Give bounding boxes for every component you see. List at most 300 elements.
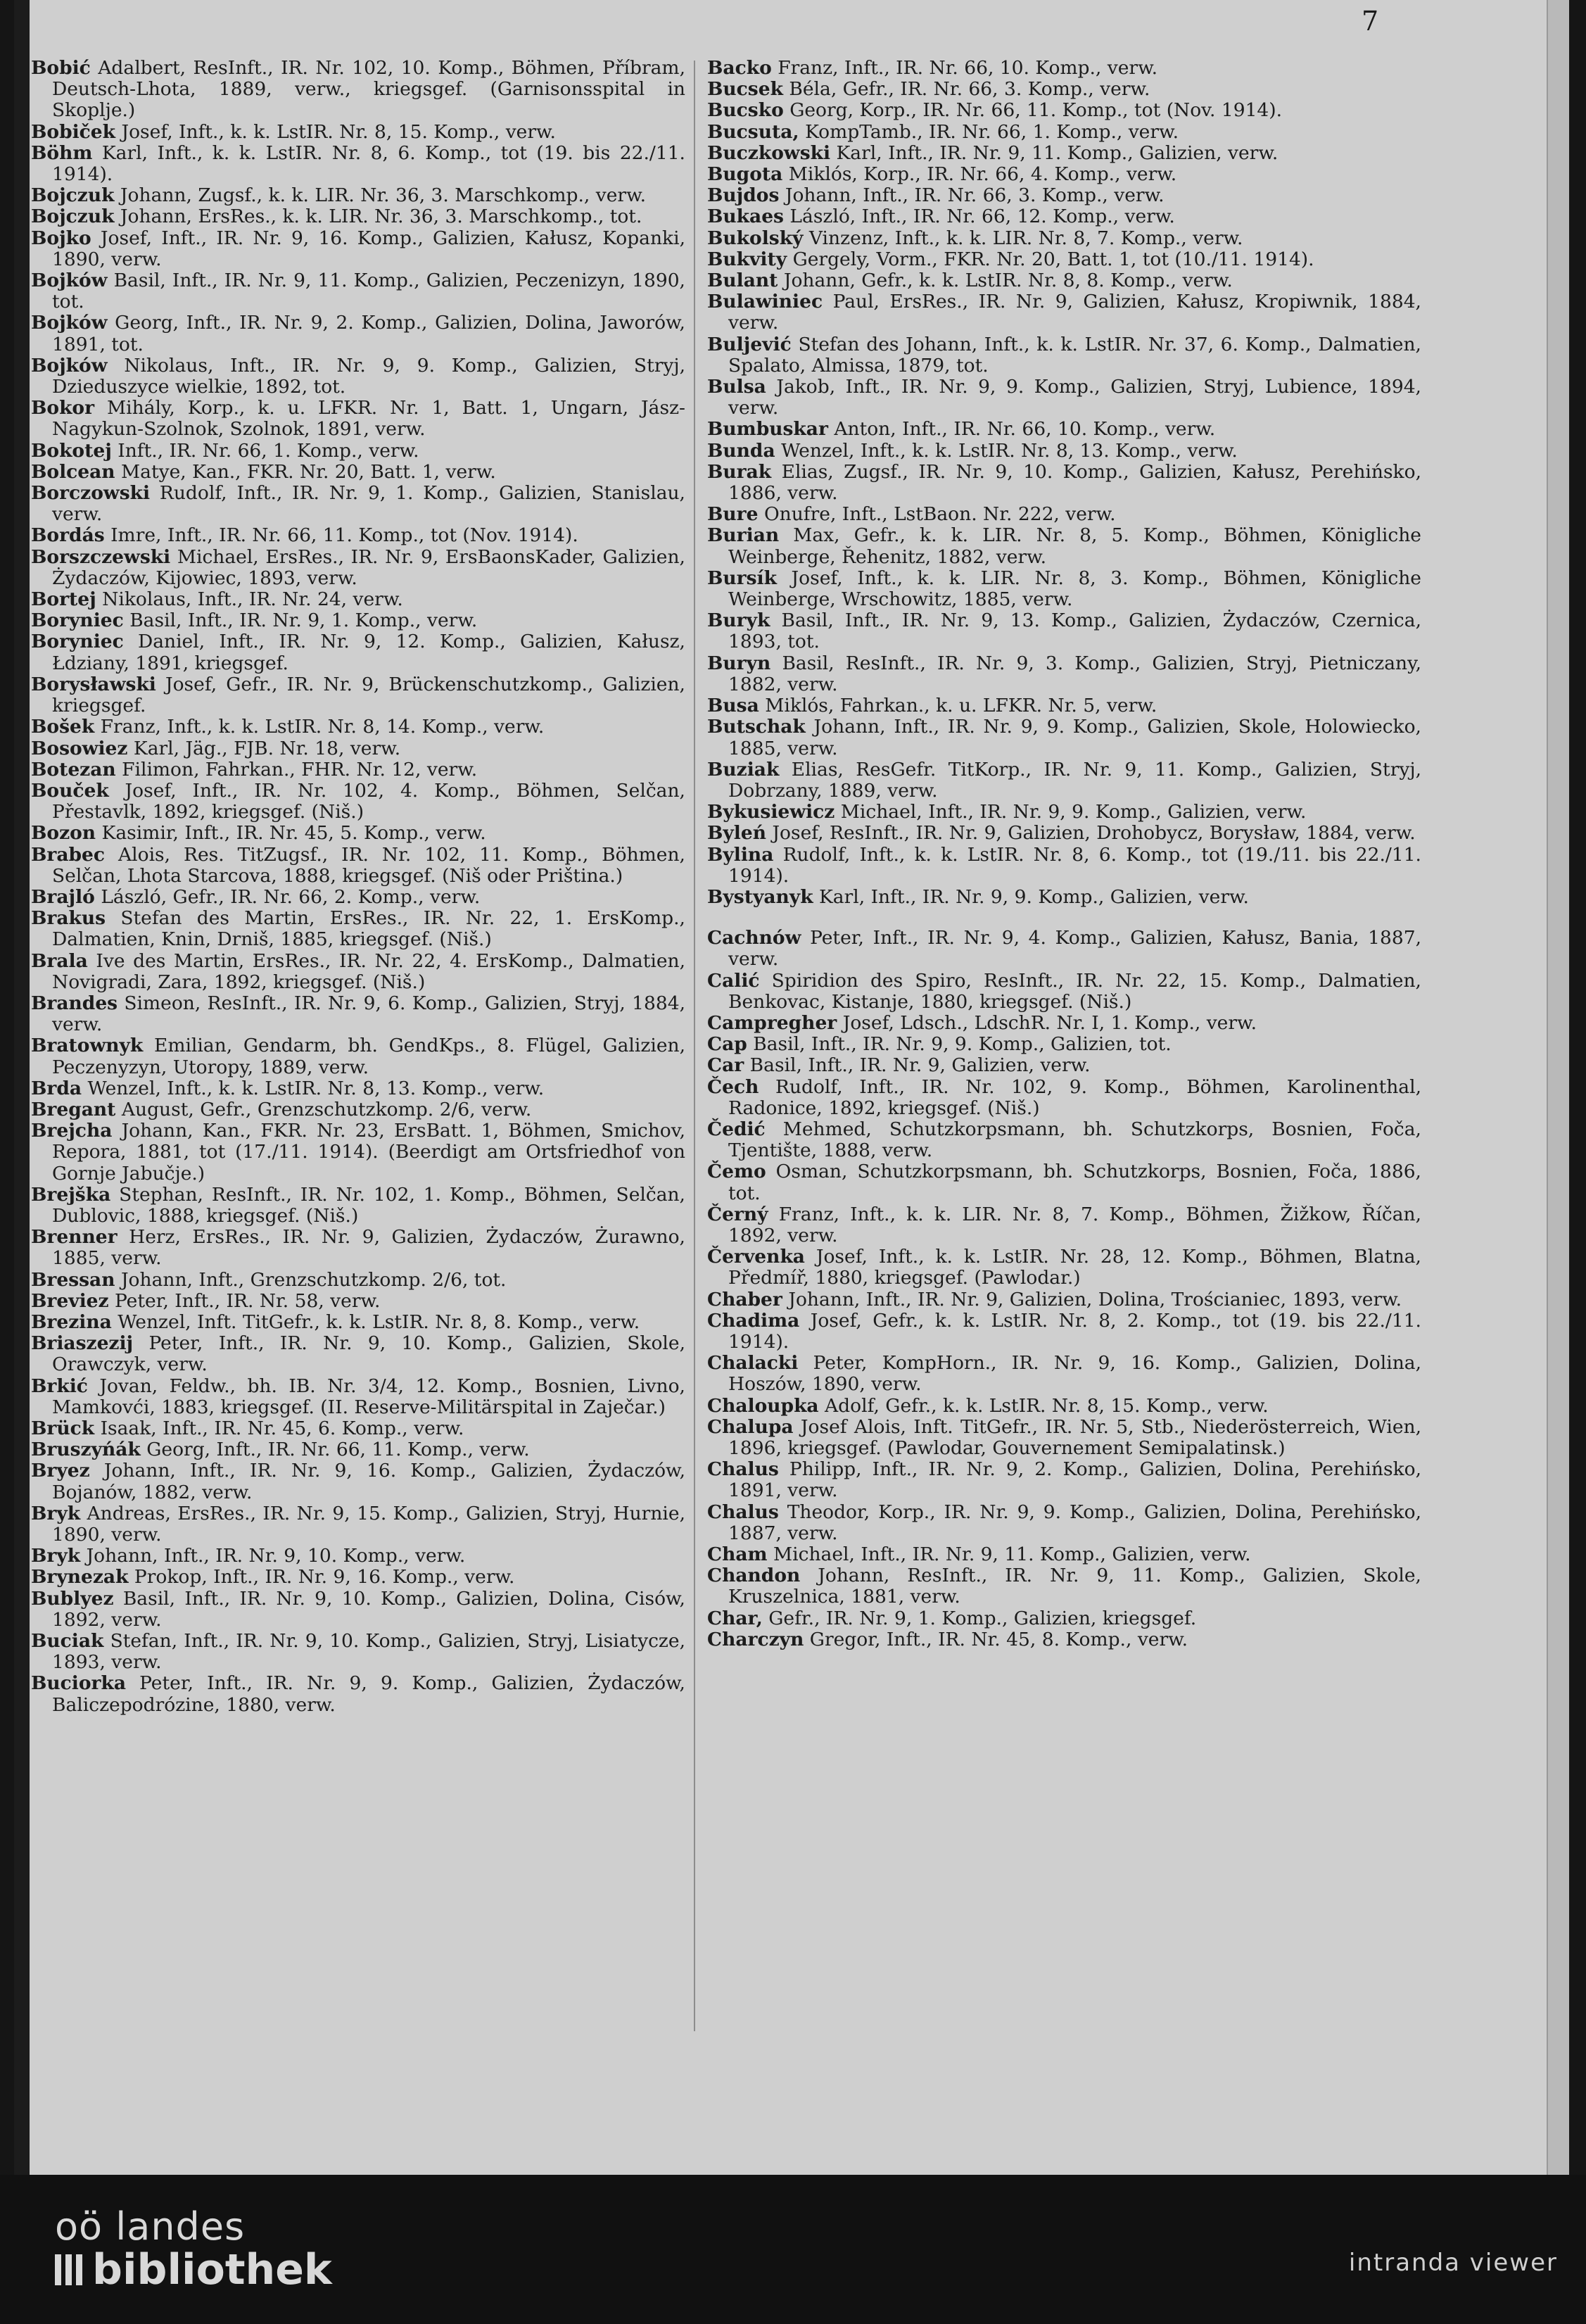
entry-surname: Chalacki: [707, 1352, 799, 1375]
list-entry: [707, 1077, 1421, 1119]
entry-details: Wenzel, Inft., k. k. LstIR. Nr. 8, 13. Komp., verw.: [781, 439, 1238, 462]
entry-surname: Buziak: [707, 758, 780, 781]
entry-details: Wenzel, Inft., k. k. LstIR. Nr. 8, 13. Komp., verw.: [87, 1077, 545, 1099]
entry-surname: Buciorka: [31, 1672, 127, 1695]
logo-line2: bibliothek: [92, 2245, 332, 2294]
entry-details: Karl, Jäg., FJB. Nr. 18, verw.: [133, 737, 401, 759]
entry-details: Nikolaus, Inft., IR. Nr. 24, verw.: [102, 588, 403, 611]
list-entry: [707, 1246, 1421, 1289]
entry-surname: Brejcha: [31, 1120, 113, 1142]
list-entry: [707, 1544, 1421, 1565]
entry-details: Basil, Inft., IR. Nr. 9, 13. Komp., Galizien, Żydaczów, Czernica, 1893, tot.: [728, 610, 1421, 653]
page-number: 7: [1362, 6, 1379, 37]
list-entry: [707, 653, 1421, 695]
entry-surname: Charczyn: [707, 1628, 804, 1650]
entry-surname: Bošek: [31, 716, 95, 738]
entry-details: Michael, Inft., IR. Nr. 9, 11. Komp., Galizien, verw.: [773, 1543, 1251, 1566]
list-entry: [31, 270, 685, 312]
list-entry: [31, 908, 685, 950]
entry-surname: Buryk: [707, 610, 770, 632]
entry-details: Franz, Inft., IR. Nr. 66, 10. Komp., verw.: [778, 57, 1158, 79]
list-entry: [707, 971, 1421, 1013]
list-entry: [707, 185, 1421, 206]
list-entry: [31, 483, 685, 525]
entry-details: KompTamb., IR. Nr. 66, 1. Komp., verw.: [805, 120, 1179, 143]
entry-details: Prokop, Inft., IR. Nr. 9, 16. Komp., verw.: [134, 1566, 515, 1589]
entry-details: Josef, Inft., k. k. LIR. Nr. 8, 3. Komp., Böhmen, Königliche Weinberge, Wrschowitz, 1885, verw.: [728, 567, 1421, 611]
list-entry: [31, 674, 685, 716]
entry-details: Mihály, Korp., k. u. LFKR. Nr. 1, Batt. 1, Ungarn, Jász-Nagykun-Szolnok, Szolnok, 1891, verw.: [52, 397, 685, 441]
list-entry: [31, 462, 685, 483]
list-entry: [707, 887, 1421, 908]
list-entry: [707, 1459, 1421, 1501]
entry-details: Osman, Schutzkorpsmann, bh. Schutzkorps, Bosnien, Foča, 1886, tot.: [728, 1161, 1421, 1204]
list-entry: [707, 568, 1421, 610]
entry-surname: Bunda: [707, 439, 775, 462]
entry-surname: Car: [707, 1054, 744, 1077]
entry-surname: Briaszezij: [31, 1332, 134, 1355]
entry-details: Kasimir, Inft., IR. Nr. 45, 5. Komp., verw.: [101, 822, 486, 845]
entry-details: Johann, ResInft., IR. Nr. 9, 11. Komp., Galizien, Skole, Kruszelnica, 1881, verw.: [728, 1565, 1421, 1608]
entry-details: Stefan des Martin, ErsRes., IR. Nr. 22, 1. ErsKomp., Dalmatien, Knin, Drniš, 1885, kriegsgef. (Niš.): [52, 907, 685, 951]
entry-surname: Bregant: [31, 1098, 116, 1120]
entry-details: Stefan, Inft., IR. Nr. 9, 10. Komp., Galizien, Stryj, Lisiatycze, 1893, verw.: [52, 1630, 685, 1674]
entry-details: Johann, Inft., IR. Nr. 9, 16. Komp., Galizien, Żydaczów, Bojanów, 1882, verw.: [52, 1460, 685, 1503]
list-entry: [31, 1631, 685, 1673]
entry-details: Michael, ErsRes., IR. Nr. 9, ErsBaonsKader, Galizien, Żydaczów, Kijowiec, 1893, verw.: [52, 545, 685, 589]
entry-details: Karl, Inft., k. k. LstIR. Nr. 8, 6. Komp., tot (19. bis 22./11. 1914).: [52, 141, 685, 186]
entry-surname: Chandon: [707, 1565, 801, 1587]
entry-surname: Bojczuk: [31, 206, 115, 228]
entry-details: Basil, Inft., IR. Nr. 9, 9. Komp., Galizien, tot.: [753, 1033, 1172, 1056]
list-entry: [707, 1289, 1421, 1311]
entry-surname: Bressan: [31, 1268, 115, 1291]
entry-details: Ive des Martin, ErsRes., IR. Nr. 22, 4. ErsKomp., Dalmatien, Novigradi, Zara, 1892, kriegsgef. (Niš.): [52, 949, 685, 993]
list-entry: [31, 951, 685, 993]
entry-surname: Bucsek: [707, 78, 783, 101]
entry-details: Jakob, Inft., IR. Nr. 9, 9. Komp., Galizien, Stryj, Lubience, 1894, verw.: [728, 376, 1421, 419]
list-entry: [31, 716, 685, 738]
entry-details: Josef, Gefr., k. k. LstIR. Nr. 8, 2. Komp., tot (19. bis 22./11. 1914).: [728, 1309, 1421, 1353]
list-entry: [31, 1185, 685, 1227]
list-entry: [707, 823, 1421, 844]
list-entry: [707, 1608, 1421, 1629]
list-entry: [707, 228, 1421, 249]
list-entry: [707, 1311, 1421, 1353]
list-entry: [31, 1333, 685, 1375]
list-entry: [707, 1396, 1421, 1417]
list-entry: [31, 738, 685, 759]
entry-details: Emilian, Gendarm, bh. GendKps., 8. Flügel, Galizien, Peczenyzyn, Utoropy, 1889, verw.: [52, 1035, 685, 1078]
entry-surname: Cachnów: [707, 927, 801, 949]
library-logo[interactable]: [55, 2206, 332, 2292]
entry-surname: Červenka: [707, 1246, 805, 1268]
entry-details: Peter, Inft., IR. Nr. 58, verw.: [115, 1289, 381, 1312]
page-edge: [1547, 0, 1569, 2175]
entry-surname: Buczkowski: [707, 141, 831, 164]
list-entry: [31, 1418, 685, 1439]
entry-surname: Brezina: [31, 1311, 112, 1333]
entry-surname: Bryez: [31, 1460, 90, 1482]
entry-details: Adalbert, ResInft., IR. Nr. 102, 10. Komp., Böhmen, Příbram, Deutsch-Lhota, 1889, verw., kriegsgef. (Garnisonsspital in Skoplje.): [52, 57, 685, 122]
list-entry: [31, 845, 685, 887]
entry-surname: Bozon: [31, 822, 96, 845]
entry-details: Daniel, Inft., IR. Nr. 9, 12. Komp., Galizien, Kałusz, Łdziany, 1891, kriegsgef.: [52, 631, 685, 674]
entry-surname: Čedić: [707, 1118, 766, 1140]
list-entry: [31, 547, 685, 589]
entry-surname: Bykusiewicz: [707, 801, 835, 823]
list-entry: [31, 781, 685, 823]
entry-details: Johann, Inft., IR. Nr. 9, 10. Komp., verw.: [86, 1545, 466, 1567]
entry-surname: Bukaes: [707, 206, 784, 228]
entry-details: Philipp, Inft., IR. Nr. 9, 2. Komp., Galizien, Dolina, Perehińsko, 1891, verw.: [728, 1458, 1421, 1502]
entry-surname: Bokor: [31, 397, 95, 419]
entry-surname: Chadima: [707, 1309, 800, 1332]
entry-surname: Chalupa: [707, 1415, 794, 1438]
entry-details: Franz, Inft., k. k. LstIR. Nr. 8, 14. Komp., verw.: [100, 716, 545, 738]
entry-surname: Brück: [31, 1417, 95, 1439]
list-entry: [31, 1503, 685, 1546]
entry-surname: Bojków: [31, 312, 108, 334]
list-entry: [707, 206, 1421, 227]
entry-details: Peter, Inft., IR. Nr. 9, 10. Komp., Galizien, Skole, Orawczyk, verw.: [52, 1332, 685, 1376]
list-entry: [707, 58, 1421, 79]
list-entry: [707, 1161, 1421, 1204]
entry-surname: Bryk: [31, 1502, 81, 1524]
entry-surname: Bulawiniec: [707, 291, 823, 313]
entry-details: Josef, Inft., k. k. LstIR. Nr. 28, 12. Komp., Böhmen, Blatna, Předmíř, 1880, kriegsgef. (Pawlodar.): [728, 1246, 1421, 1289]
list-entry: [707, 610, 1421, 652]
list-entry: [31, 759, 685, 781]
entry-details: Karl, Inft., IR. Nr. 9, 9. Komp., Galizien, verw.: [819, 885, 1249, 908]
entry-surname: Bukvity: [707, 248, 787, 270]
entry-surname: Brynezak: [31, 1566, 129, 1589]
entry-surname: Cap: [707, 1033, 747, 1056]
entry-details: Josef, Inft., IR. Nr. 102, 4. Komp., Böhmen, Selčan, Přestavlk, 1892, kriegsgef. (Niš.): [52, 779, 685, 823]
entry-surname: Chalus: [707, 1501, 779, 1523]
list-entry: [707, 270, 1421, 291]
list-entry: [31, 1567, 685, 1588]
entry-details: Gregor, Inft., IR. Nr. 45, 8. Komp., verw.: [809, 1628, 1188, 1650]
entry-surname: Bystyanyk: [707, 885, 813, 908]
entry-surname: Butschak: [707, 716, 806, 738]
entry-surname: Busa: [707, 695, 759, 717]
entry-surname: Chaloupka: [707, 1394, 819, 1417]
entry-details: August, Gefr., Grenzschutzkomp. 2/6, verw.: [121, 1098, 532, 1120]
entry-details: Theodor, Korp., IR. Nr. 9, 9. Komp., Galizien, Dolina, Perehińsko, 1887, verw.: [728, 1501, 1421, 1544]
list-entry: [707, 716, 1421, 759]
entry-details: Johann, Inft., Grenzschutzkomp. 2/6, tot.: [120, 1268, 507, 1291]
entry-surname: Bruszyńák: [31, 1439, 141, 1461]
entry-surname: Brakus: [31, 907, 106, 930]
list-entry: [707, 695, 1421, 716]
entry-surname: Bojczuk: [31, 184, 115, 207]
entry-details: Miklós, Fahrkan., k. u. LFKR. Nr. 5, verw.: [765, 695, 1157, 717]
entry-details: Johann, ErsRes., k. k. LIR. Nr. 36, 3. Marschkomp., tot.: [120, 206, 642, 228]
entry-details: Johann, Kan., FKR. Nr. 23, ErsBatt. 1, Böhmen, Smichov, Repora, 1881, tot (17./11. 1914). (Beerdigt am Ortsfriedhof von Gornje Jabučje.): [52, 1120, 685, 1185]
entry-surname: Backo: [707, 57, 772, 79]
entry-surname: Cham: [707, 1543, 768, 1566]
entry-details: Georg, Inft., IR. Nr. 66, 11. Komp., verw.: [146, 1439, 530, 1461]
list-entry: [31, 1673, 685, 1715]
entry-surname: Chalus: [707, 1458, 779, 1481]
entry-surname: Bugota: [707, 163, 783, 186]
list-entry: [707, 1055, 1421, 1076]
entry-details: Alois, Res. TitZugsf., IR. Nr. 102, 11. Komp., Böhmen, Selčan, Lhota Starcova, 1888, kriegsgef. (Niš oder Priština.): [52, 843, 685, 887]
binding-gutter: [14, 0, 30, 2175]
list-entry: [707, 334, 1421, 377]
list-entry: [31, 1439, 685, 1460]
entry-surname: Brabec: [31, 843, 106, 866]
entry-details: Basil, Inft., IR. Nr. 9, 10. Komp., Galizien, Dolina, Cisów, 1892, verw.: [52, 1587, 685, 1631]
entry-surname: Burian: [707, 524, 780, 547]
column-divider: [694, 61, 695, 2031]
entry-surname: Bratownyk: [31, 1035, 144, 1057]
entry-details: Mehmed, Schutzkorpsmann, bh. Schutzkorps, Bosnien, Foča, Tjentište, 1888, verw.: [728, 1118, 1421, 1162]
list-entry: [707, 1629, 1421, 1650]
entry-details: Johann, Inft., IR. Nr. 66, 3. Komp., verw.: [785, 184, 1165, 207]
entry-details: Josef, Inft., IR. Nr. 9, 16. Komp., Galizien, Kałusz, Kopanki, 1890, verw.: [52, 227, 685, 270]
right-column: [707, 58, 1421, 1650]
list-entry: [707, 504, 1421, 525]
list-entry: [31, 312, 685, 355]
viewer-label: intranda viewer: [1348, 2249, 1558, 2277]
list-entry: [707, 928, 1421, 970]
entry-surname: Borczowski: [31, 482, 151, 505]
list-entry: [31, 122, 685, 143]
entry-details: Matye, Kan., FKR. Nr. 20, Batt. 1, verw.: [121, 460, 496, 483]
entry-details: Anton, Inft., IR. Nr. 66, 10. Komp., verw.: [834, 418, 1216, 441]
entry-details: Jovan, Feldw., bh. IB. Nr. 3/4, 12. Komp., Bosnien, Livno, Mamkovći, 1883, kriegsgef. (II. Reserve-Militärspital in Zaječar.): [52, 1375, 685, 1418]
entry-surname: Bucsuta,: [707, 120, 799, 143]
list-entry: [31, 1227, 685, 1269]
list-entry: [707, 1417, 1421, 1459]
entry-details: Franz, Inft., k. k. LIR. Nr. 8, 7. Komp., Böhmen, Žižkow, Říčan, 1892, verw.: [728, 1203, 1421, 1246]
entry-details: Elias, ResGefr. TitKorp., IR. Nr. 9, 11. Komp., Galizien, Stryj, Dobrzany, 1889, verw.: [728, 758, 1421, 802]
entry-surname: Brandes: [31, 992, 118, 1014]
list-entry: [707, 377, 1421, 419]
entry-surname: Bolcean: [31, 460, 115, 483]
entry-details: Basil, Inft., IR. Nr. 9, 1. Komp., verw.: [129, 610, 478, 632]
list-entry: [707, 1353, 1421, 1395]
list-entry: [31, 441, 685, 462]
list-entry: [31, 143, 685, 185]
list-entry: [31, 525, 685, 546]
entry-surname: Bouček: [31, 779, 109, 802]
list-entry: [31, 1270, 685, 1291]
entry-surname: Buljević: [707, 333, 792, 355]
entry-surname: Breviez: [31, 1289, 109, 1312]
entry-details: Spiridion des Spiro, ResInft., IR. Nr. 22, 15. Komp., Dalmatien, Benkovac, Kistanje, 1880, kriegsgef. (Niš.): [728, 969, 1421, 1013]
entry-surname: Bulant: [707, 270, 778, 292]
list-entry: [707, 525, 1421, 567]
entry-surname: Bublyez: [31, 1587, 114, 1610]
list-entry: [707, 164, 1421, 185]
entry-surname: Bosowiez: [31, 737, 128, 759]
list-entry: [31, 355, 685, 398]
entry-details: Josef, Inft., k. k. LstIR. Nr. 8, 15. Komp., verw.: [121, 120, 556, 143]
entry-surname: Bojków: [31, 270, 108, 292]
entry-details: Gefr., IR. Nr. 9, 1. Komp., Galizien, kriegsgef.: [768, 1607, 1197, 1629]
entry-details: Max, Gefr., k. k. LIR. Nr. 8, 5. Komp., Böhmen, Königliche Weinberge, Řehenitz, 1882, verw.: [728, 524, 1421, 568]
entry-details: Josef, Ldsch., LdschR. Nr. I, 1. Komp., verw.: [842, 1011, 1257, 1034]
list-entry: [707, 249, 1421, 270]
list-entry: [31, 1078, 685, 1099]
list-entry: [707, 122, 1421, 143]
list-entry: [707, 79, 1421, 100]
entry-surname: Bulsa: [707, 376, 766, 398]
entry-details: Johann, Zugsf., k. k. LIR. Nr. 36, 3. Marschkomp., verw.: [120, 184, 647, 207]
entry-surname: Botezan: [31, 758, 116, 781]
list-entry: [31, 206, 685, 227]
entry-details: Stefan des Johann, Inft., k. k. LstIR. Nr. 37, 6. Komp., Dalmatien, Spalato, Almissa, 1879, tot.: [728, 333, 1421, 377]
list-entry: [31, 631, 685, 674]
list-entry: [31, 1546, 685, 1567]
entry-details: László, Gefr., IR. Nr. 66, 2. Komp., verw.: [101, 885, 481, 908]
list-entry: [31, 398, 685, 440]
entry-surname: Buciak: [31, 1630, 104, 1653]
list-entry: [707, 462, 1421, 504]
list-entry: [707, 759, 1421, 802]
entry-details: Josef, ResInft., IR. Nr. 9, Galizien, Drohobycz, Borysław, 1884, verw.: [772, 822, 1416, 845]
list-entry: [707, 802, 1421, 823]
entry-surname: Bujdos: [707, 184, 780, 207]
list-entry: [31, 993, 685, 1035]
entry-details: Johann, Inft., IR. Nr. 9, 9. Komp., Galizien, Skole, Holowiecko, 1885, verw.: [728, 716, 1421, 759]
entry-surname: Bordás: [31, 524, 105, 547]
entry-details: Vinzenz, Inft., k. k. LIR. Nr. 8, 7. Komp., verw.: [808, 227, 1243, 249]
entry-details: Miklós, Korp., IR. Nr. 66, 4. Komp., verw.: [788, 163, 1177, 186]
entry-details: Peter, Inft., IR. Nr. 9, 9. Komp., Galizien, Żydaczów, Baliczepodrózine, 1880, verw.: [52, 1672, 685, 1716]
entry-details: Isaak, Inft., IR. Nr. 45, 6. Komp., verw.: [100, 1417, 464, 1439]
entry-details: Paul, ErsRes., IR. Nr. 9, Galizien, Kałusz, Kropiwnik, 1884, verw.: [728, 291, 1421, 334]
list-entry: [31, 589, 685, 610]
entry-details: Inft., IR. Nr. 66, 1. Komp., verw.: [118, 439, 419, 462]
entry-details: Karl, Inft., IR. Nr. 9, 11. Komp., Galizien, verw.: [836, 141, 1279, 164]
entry-surname: Bumbuskar: [707, 418, 828, 441]
entry-surname: Bortej: [31, 588, 96, 611]
entry-surname: Brajló: [31, 885, 95, 908]
entry-details: Herz, ErsRes., IR. Nr. 9, Galizien, Żydaczów, Żurawno, 1885, verw.: [52, 1226, 685, 1270]
list-entry: [707, 1034, 1421, 1055]
entry-surname: Čech: [707, 1075, 759, 1098]
left-column: [31, 58, 685, 1716]
entry-details: Imre, Inft., IR. Nr. 66, 11. Komp., tot (Nov. 1914).: [110, 524, 578, 547]
entry-surname: Bylina: [707, 843, 774, 866]
entry-surname: Bokotej: [31, 439, 112, 462]
entry-details: Rudolf, Inft., IR. Nr. 102, 9. Komp., Böhmen, Karolinenthal, Radonice, 1892, kriegsgef. (Niš.): [728, 1075, 1421, 1119]
entry-surname: Campregher: [707, 1011, 837, 1034]
list-entry: [31, 887, 685, 908]
entry-surname: Bojków: [31, 354, 108, 377]
entry-details: Stephan, ResInft., IR. Nr. 102, 1. Komp., Böhmen, Selčan, Dublovic, 1888, kriegsgef. (Niš.): [52, 1183, 685, 1227]
entry-surname: Char,: [707, 1607, 763, 1629]
list-entry: [707, 100, 1421, 121]
entry-surname: Bobić: [31, 57, 91, 79]
list-entry: [707, 1565, 1421, 1608]
list-entry: [707, 1013, 1421, 1034]
entry-details: Béla, Gefr., IR. Nr. 66, 3. Komp., verw.: [789, 78, 1150, 101]
entry-details: Johann, Gefr., k. k. LstIR. Nr. 8, 8. Komp., verw.: [783, 270, 1233, 292]
list-entry: [31, 1312, 685, 1333]
entry-details: Basil, Inft., IR. Nr. 9, Galizien, verw.: [749, 1054, 1091, 1077]
scanned-page: [14, 0, 1569, 2175]
logo-bars-icon: [55, 2254, 82, 2285]
entry-details: Josef, Gefr., IR. Nr. 9, Brückenschutzkomp., Galizien, kriegsgef.: [52, 673, 685, 717]
entry-details: Peter, KompHorn., IR. Nr. 9, 16. Komp., Galizien, Dolina, Hoszów, 1890, verw.: [728, 1352, 1421, 1396]
entry-details: Elias, Zugsf., IR. Nr. 9, 10. Komp., Galizien, Kałusz, Perehińsko, 1886, verw.: [728, 460, 1421, 505]
entry-surname: Bucsko: [707, 99, 784, 122]
entry-surname: Byleń: [707, 822, 766, 845]
entry-details: Simeon, ResInft., IR. Nr. 9, 6. Komp., Galizien, Stryj, 1884, verw.: [52, 992, 685, 1036]
entry-details: Rudolf, Inft., IR. Nr. 9, 1. Komp., Galizien, Stanislau, verw.: [52, 482, 685, 526]
entry-details: Georg, Inft., IR. Nr. 9, 2. Komp., Galizien, Dolina, Jaworów, 1891, tot.: [52, 312, 685, 355]
list-entry: [31, 1099, 685, 1120]
list-entry: [31, 185, 685, 206]
list-entry: [707, 291, 1421, 334]
entry-details: Gergely, Vorm., FKR. Nr. 20, Batt. 1, tot (10./11. 1914).: [792, 248, 1314, 270]
entry-surname: Bursík: [707, 567, 777, 589]
list-entry: [707, 1204, 1421, 1246]
entry-surname: Böhm: [31, 141, 93, 164]
entry-details: Basil, ResInft., IR. Nr. 9, 3. Komp., Galizien, Stryj, Pietniczany, 1882, verw.: [728, 652, 1421, 695]
entry-surname: Borysławski: [31, 673, 156, 695]
entry-details: Wenzel, Inft. TitGefr., k. k. LstIR. Nr. 8, 8. Komp., verw.: [118, 1311, 640, 1333]
entry-surname: Burak: [707, 460, 772, 483]
entry-details: Peter, Inft., IR. Nr. 9, 4. Komp., Galizien, Kałusz, Bania, 1887, verw.: [728, 927, 1421, 971]
entry-surname: Boryniec: [31, 631, 124, 653]
entry-details: Andreas, ErsRes., IR. Nr. 9, 15. Komp., Galizien, Stryj, Hurnie, 1890, verw.: [52, 1502, 685, 1546]
entry-details: Rudolf, Inft., k. k. LstIR. Nr. 8, 6. Komp., tot (19./11. bis 22./11. 1914).: [728, 843, 1421, 887]
entry-surname: Chaber: [707, 1288, 782, 1311]
list-entry: [31, 228, 685, 270]
entry-surname: Brala: [31, 949, 88, 972]
list-entry: [31, 1035, 685, 1078]
logo-line1: oö landes: [55, 2204, 246, 2249]
entry-surname: Bure: [707, 503, 759, 526]
list-entry: [31, 1460, 685, 1503]
entry-details: Onufre, Inft., LstBaon. Nr. 222, verw.: [763, 503, 1116, 526]
list-entry: [707, 143, 1421, 164]
list-entry: [31, 610, 685, 631]
entry-surname: Černý: [707, 1203, 768, 1225]
entry-surname: Bojko: [31, 227, 91, 249]
entry-details: Georg, Korp., IR. Nr. 66, 11. Komp., tot (Nov. 1914).: [789, 99, 1283, 122]
entry-surname: Brda: [31, 1077, 82, 1099]
list-entry: [31, 1291, 685, 1312]
list-entry: [707, 1119, 1421, 1161]
entry-details: Josef Alois, Inft. TitGefr., IR. Nr. 5, Stb., Niederösterreich, Wien, 1896, kriegsgef. (Pawlodar, Gouvernement Semipalatinsk.): [728, 1415, 1421, 1459]
entry-surname: Calić: [707, 969, 760, 992]
list-entry: [31, 1376, 685, 1418]
entry-details: Adolf, Gefr., k. k. LstIR. Nr. 8, 15. Komp., verw.: [825, 1394, 1269, 1417]
entry-details: Johann, Inft., IR. Nr. 9, Galizien, Dolina, Trościaniec, 1893, verw.: [788, 1288, 1402, 1311]
entry-details: Nikolaus, Inft., IR. Nr. 9, 9. Komp., Galizien, Stryj, Dzieduszyce wielkie, 1892, tot.: [52, 354, 685, 398]
entry-surname: Brenner: [31, 1226, 118, 1249]
entry-surname: Čemo: [707, 1161, 766, 1183]
entry-surname: Boryniec: [31, 610, 124, 632]
entry-surname: Bukolský: [707, 227, 804, 249]
list-entry: [707, 1502, 1421, 1544]
entry-surname: Borszczewski: [31, 545, 171, 568]
list-entry: [31, 823, 685, 844]
entry-details: Basil, Inft., IR. Nr. 9, 11. Komp., Galizien, Peczenizyn, 1890, tot.: [52, 270, 685, 313]
list-entry: [707, 441, 1421, 462]
entry-details: László, Inft., IR. Nr. 66, 12. Komp., verw.: [789, 206, 1175, 228]
entry-surname: Brkić: [31, 1375, 88, 1397]
list-entry: [31, 58, 685, 122]
entry-surname: Buryn: [707, 652, 771, 674]
